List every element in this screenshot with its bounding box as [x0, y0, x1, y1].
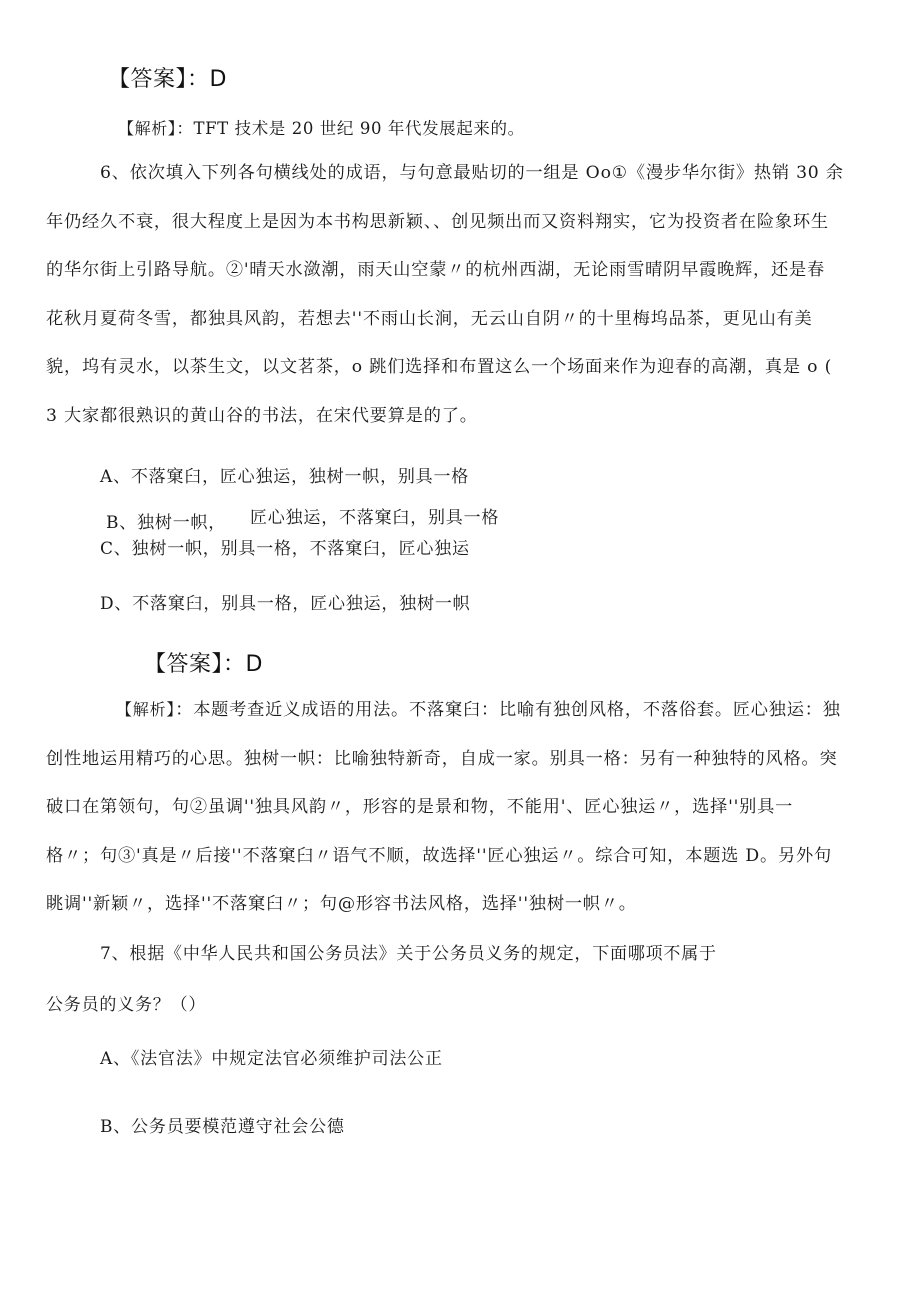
option-a: A、不落窠臼，匠心独运，独树一帜，别具一格 [100, 467, 470, 487]
analysis-line [118, 115, 525, 139]
question-7-line: 7、根据《中华人民共和国公务员法》关于公务员义务的规定，下面哪项不属于 [100, 944, 717, 964]
question-line: 的华尔街上引路导航。②'晴天水潋潮，雨天山空蒙〃的杭州西湖，无论雨雪晴阴早霞晚辉，还是春 [46, 260, 825, 280]
analysis-text: ：TFT 技术是 20 世纪 90 年代发展起来的。 [176, 119, 525, 138]
analysis-paragraph [46, 697, 876, 940]
analysis-line [46, 697, 876, 746]
analysis-text: ：本题考查近义成语的用法。不落窠臼：比喻有独创风格，不落俗套。匠心独运：独 [175, 700, 841, 720]
answer-label: 【答案】：D [108, 67, 227, 92]
question-line: 6、依次填入下列各句横线处的成语，与句意最贴切的一组是 Oo①《漫步华尔街》热销 30 余 [100, 163, 844, 183]
analysis-line: 格〃；句③'真是〃后接''不落窠臼〃语气不顺，故选择''匠心独运〃。综合可知，本题选 D。另外句 [46, 845, 832, 866]
question-line: 貌，坞有灵水，以茶生文，以文茗茶，o 跳们选择和布置这么一个场面来作为迎春的高潮，真是 o ( [46, 357, 833, 377]
option-b-prefix: B、独树一帜， [106, 513, 227, 533]
analysis-line: 破口在第领句，句②虽调''独具风韵〃，形容的是景和物，不能用'、匠心独运〃，选择''别具一 [46, 797, 794, 817]
option-d: D、不落窠臼，别具一格，匠心独运，独树一帜 [100, 594, 471, 614]
analysis-line: 创性地运用精巧的心思。独树一帜：比喻独特新奇，自成一家。别具一格：另有一种独特的风格。突 [46, 748, 838, 769]
analysis-label: 【解析】 [116, 700, 176, 719]
option-b-rest: 匠心独运，不落窠臼，别具一格 [250, 508, 500, 528]
question-6-stem [46, 160, 876, 451]
option-b: B、公务员要模范遵守社会公德 [100, 1117, 345, 1137]
question-7-line: 公务员的义务？（） [46, 995, 207, 1015]
option-c: C、独树一帜，别具一格，不落窠臼，匠心独运 [100, 539, 470, 559]
question-line: 3 大家都很熟识的黄山谷的书法，在宋代要算是的了。 [46, 405, 478, 426]
question-line: 花秋月夏荷冬雪，都独具风韵，若想去''不雨山长涧，无云山自阴〃的十里梅坞品茶，更见山有美 [46, 308, 813, 329]
option-a: A、《法官法》中规定法官必须维护司法公正 [100, 1049, 443, 1069]
answer-label: 【答案】：D [144, 652, 263, 677]
question-line: 年仍经久不衰，很大程度上是因为本书构思新颖、、创见频出而又资料翔实，它为投资者在险象环生 [46, 211, 829, 232]
analysis-line: 眺调''新颖〃，选择''不落窠臼〃；句@形容书法风格，选择''独树一帜〃。 [46, 894, 637, 914]
analysis-label: 【解析】 [118, 119, 177, 138]
